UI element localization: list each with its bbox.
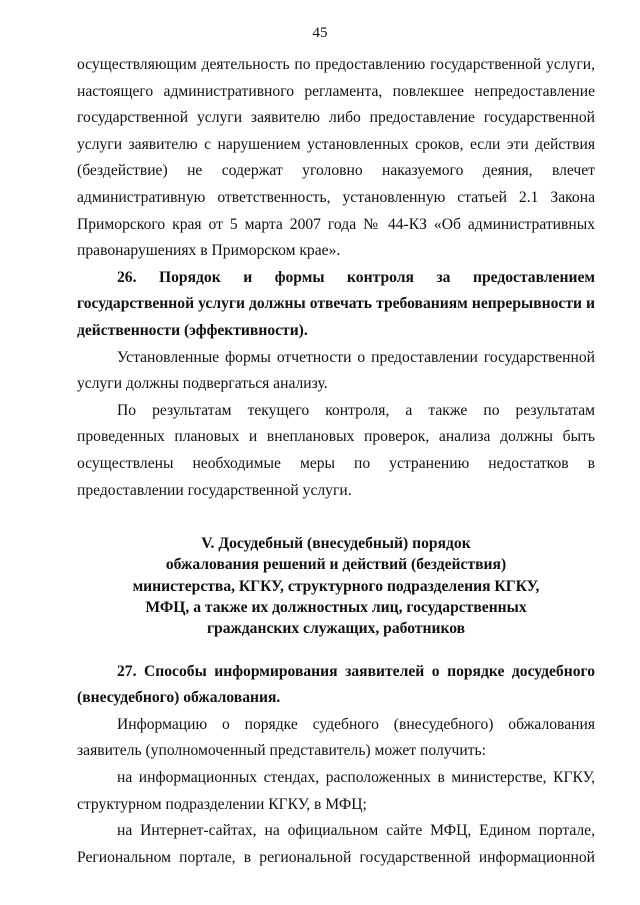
section-27-paragraph-3: на Интернет-сайтах, на официальном сайте МФЦ, Едином портале, Региональном портале, в региональной государственной информационной (77, 822, 595, 866)
section-26-paragraph-2: По результатам текущего контроля, а также по результатам проведенных плановых и внеплановых проверок, анализа должны быть осуществлены необходимые меры по устранению недостатков в предоставлении государственной услуги. (77, 401, 595, 499)
section-27-title: 27. Способы информирования заявителей о порядке досудебного (внесудебного) обжалования. (77, 662, 595, 707)
section-26-paragraph-1: Установленные формы отчетности о предоставлении государственной услуги должны подвергаться анализу. (77, 348, 595, 393)
paragraph-continued: осуществляющим деятельность по предоставлению государственной услуги, настоящего административного регламента, повлекшее непредоставление государственной услуги заявителю либо предоставление государственной услуги заявителю с нарушением установленных сроков, если эти действия (бездействие) не содержат уголовно наказуемого деяния, влечет административную ответственность, установленную статьей 2.1 Закона Приморского края от 5 марта 2007 года № 44-КЗ «Об административных правонарушениях в Приморском крае». (77, 56, 595, 260)
chapter-heading-line-5: гражданских служащих, работников (206, 620, 466, 638)
chapter-heading (77, 533, 595, 639)
chapter-heading-line-2: обжалования решений и действий (бездействия) (165, 556, 507, 574)
chapter-heading-line-3: министерства, КГКУ, структурного подразделения КГКУ, (132, 577, 540, 595)
page-number: 45 (312, 25, 328, 41)
chapter-heading-line-4: МФЦ, а также их должностных лиц, государственных (145, 598, 527, 616)
document-body (77, 52, 595, 871)
section-27-paragraph-2: на информационных стендах, расположенных в министерстве, КГКУ, структурном подразделении КГКУ, в МФЦ; (77, 768, 595, 813)
chapter-heading-line-1: V. Досудебный (внесудебный) порядок (201, 535, 471, 553)
section-26-title: 26. Порядок и формы контроля за предоставлением государственной услуги должны отвечать требованиям непрерывности и действенности (эффективности). (77, 268, 595, 339)
section-27-paragraph-1: Информацию о порядке судебного (внесудебного) обжалования заявитель (уполномоченный представитель) может получить: (77, 715, 595, 760)
